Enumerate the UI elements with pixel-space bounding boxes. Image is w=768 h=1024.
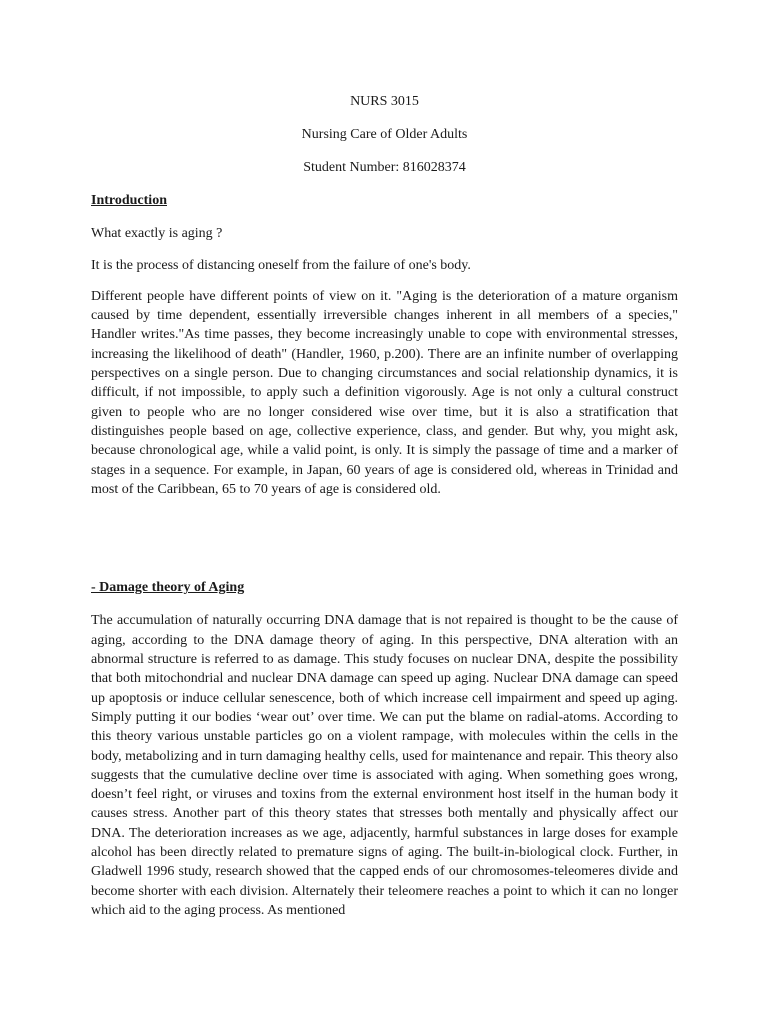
introduction-heading: Introduction [91,193,167,208]
section-spacer [91,511,678,578]
intro-definition: It is the process of distancing oneself from the failure of one's body. [91,257,471,273]
document-body [91,92,678,932]
course-code: NURS 3015 [350,94,419,109]
course-title: Nursing Care of Older Adults [301,127,468,142]
intro-paragraph: Different people have different points of view on it. "Aging is the deterioration of a mature organism caused by time dependent, essentially irreversible changes inherent in all members of a species," Handler writes."As time passes, they become increasingly unable to cope with environmental stresses, increasing the likelihood of death" (Handler, 1960, p.200). There are an infinite number of overlapping perspectives on a single person. Due to changing circumstances and social relationship dynamics, it is difficult, if not impossible, to apply such a definition vigorously. Age is not only a cultural construct given to people who are no longer considered wise over time, but it is also a stratification that distinguishes people based on age, collective experience, class, and gender. But why, you might ask, because chronological age, while a valid point, is only. It is simply the passage of time and a marker of stages in a sequence. For example, in Japan, 60 years of age is considered old, whereas in Trinidad and most of the Caribbean, 65 to 70 years of age is considered old. [91,288,678,497]
damage-theory-heading: - Damage theory of Aging [91,580,245,596]
intro-question: What exactly is aging ? [91,226,223,242]
damage-theory-paragraph: The accumulation of naturally occurring DNA damage that is not repaired is thought to be the cause of aging, according to the DNA damage theory of aging. In this perspective, DNA alteration with an abnormal structure is referred to as damage. This study focuses on nuclear DNA, despite the possibility that both mitochondrial and nuclear DNA damage can speed up aging. Nuclear DNA damage can speed up apoptosis or induce cellular senescence, both of which increase cell impairment and speed up aging. Simply putting it our bodies ‘wear out’ over time. We can put the blame on radial-atoms. According to this theory various unstable particles go on a violent rampage, with molecules within the cells in the body, metabolizing and in turn damaging healthy cells, used for maintenance and repair. This theory also suggests that the cumulative decline over time is associated with aging. When something goes wrong, doesn’t feel right, or viruses and toxins from the external environment host itself in the human body it causes stress. Another part of this theory states that stresses both mentally and physically affect our DNA. The deterioration increases as we age, adjacently, harmful substances in large doses for example alcohol has been directly related to premature signs of aging. The built-in-biological clock. Further, in Gladwell 1996 study, research showed that the capped ends of our chromosomes-teleomeres divide and become shorter with each division. Alternately their teleomere reaches a point to which it can no longer which aid to the aging process. As mentioned [91,613,678,918]
student-number: Student Number: 816028374 [303,160,466,175]
